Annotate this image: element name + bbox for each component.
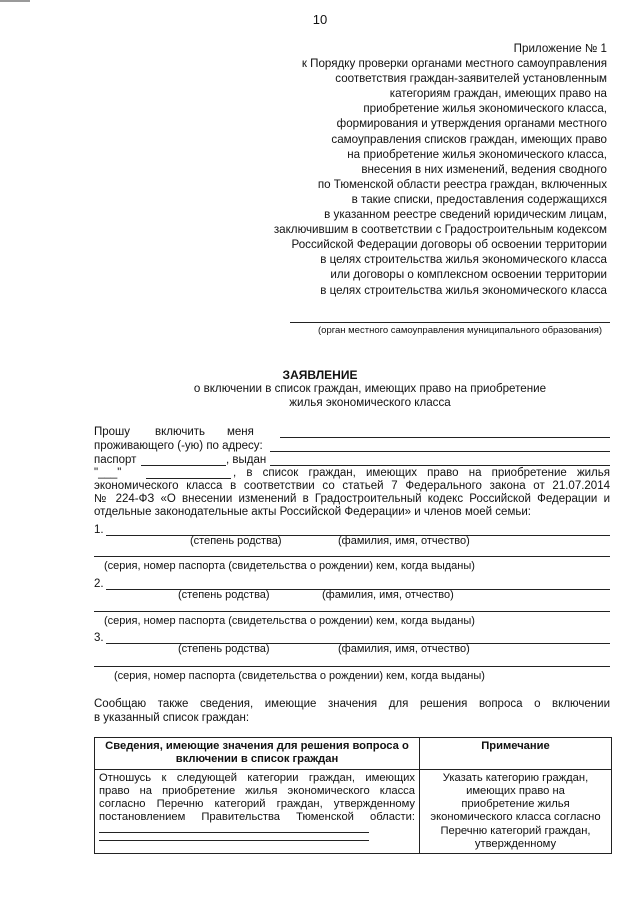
appendix-line: внесения в них изменений, ведения сводного: [361, 162, 607, 176]
word-menya: меня: [227, 426, 254, 438]
member-number: 2.: [94, 578, 104, 590]
subtitle-line: жилья экономического класса: [289, 396, 451, 409]
report-line: Сообщаю также сведения, имеющие значения для решения вопроса о включении: [94, 698, 610, 710]
appendix-line: в целях строительства жилья экономического класса: [320, 253, 607, 267]
word-vklyuchit: включить: [155, 426, 206, 438]
member-number: 1.: [94, 524, 104, 536]
appendix-line: по Тюменской области реестра граждан, включенных: [317, 177, 607, 191]
appendix-line: приобретение жилья экономического класса,: [363, 102, 607, 116]
appendix-line: формирования и утверждения органами местного: [336, 117, 607, 131]
table-cell-category: [95, 769, 420, 854]
appendix-line: заключившим в соответствии с Градостроительным кодексом: [273, 223, 607, 237]
passport-caption: (серия, номер паспорта (свидетельства о рождении) кем, когда выданы): [104, 615, 475, 627]
cell-line: Указать категорию граждан,: [442, 771, 589, 784]
appendix-line: Российской Федерации договоры об освоении территории: [291, 238, 607, 252]
table-header-row: [95, 738, 612, 770]
passport-caption: (серия, номер паспорта (свидетельства о рождении) кем, когда выданы): [104, 560, 475, 572]
name-caption: (фамилия, имя, отчество): [338, 535, 470, 547]
appendix-block: [274, 41, 607, 298]
appendix-heading: Приложение № 1: [513, 42, 607, 55]
body-line: экономического класса в соответствии со статьей 7 Федерального закона от 21.07.2014: [94, 480, 610, 492]
cell-line: Отношусь к следующей категории граждан, имеющих: [99, 771, 415, 784]
appendix-line: соответствия граждан-заявителей установленным: [335, 72, 607, 86]
name-caption: (фамилия, имя, отчество): [322, 589, 454, 601]
name-caption: (фамилия, имя, отчество): [338, 643, 470, 655]
info-table: [94, 737, 612, 854]
passport-caption: (серия, номер паспорта (свидетельства о рождении) кем, когда выданы): [114, 670, 485, 682]
address-field[interactable]: [270, 450, 610, 452]
appendix-line: на приобретение жилья экономического класса,: [347, 147, 607, 161]
member-2-passport-field[interactable]: [94, 610, 610, 612]
scan-edge-mark: [0, 0, 30, 2]
body-line: отдельные законодательные акты Российской Федерации» и членов моей семьи:: [94, 506, 531, 518]
cell-line: постановлением Правительства Тюменской области:: [99, 811, 415, 824]
cell-line: Перечню категорий граждан,: [440, 824, 591, 837]
relation-caption: (степень родства): [190, 535, 282, 547]
cell-line: экономического класса согласно: [430, 811, 601, 824]
category-field[interactable]: [99, 839, 369, 841]
word-proshu: Прошу: [94, 426, 131, 438]
table-cell-note: [420, 769, 612, 854]
passport-label: паспорт: [94, 454, 137, 466]
category-field[interactable]: [99, 831, 369, 833]
table-row: [95, 769, 612, 854]
table-header-cell: Сведения, имеющие значения для решения вопроса о включении в список граждан: [95, 738, 420, 770]
page-number: 10: [312, 12, 328, 27]
relation-caption: (степень родства): [178, 589, 270, 601]
document-subtitle: [150, 382, 590, 410]
member-3-passport-field[interactable]: [94, 665, 610, 667]
appendix-line: самоуправления списков граждан, имеющих право: [331, 132, 607, 146]
issued-label: , выдан: [226, 454, 267, 466]
report-line: в указанный список граждан:: [94, 712, 250, 724]
appendix-line: категориям граждан, имеющих право на: [389, 87, 607, 101]
org-caption: (орган местного самоуправления муниципального образования): [318, 325, 603, 336]
appendix-line: или договоры о комплексном освоении территории: [330, 268, 607, 282]
member-1-passport-field[interactable]: [94, 555, 610, 557]
subtitle-line: о включении в список граждан, имеющих право на приобретение: [193, 382, 547, 395]
cell-line: имеющих право на: [466, 784, 565, 797]
cell-line: право на приобретение жилья экономического класса: [99, 784, 415, 797]
applicant-name-field[interactable]: [280, 436, 610, 438]
org-name-field[interactable]: [290, 322, 610, 323]
cell-line: утвержденному: [474, 838, 557, 851]
member-number: 3.: [94, 632, 104, 644]
cell-line: приобретение жилья: [461, 798, 570, 811]
cell-line: согласно Перечню категорий граждан, утвержденному: [99, 798, 415, 811]
date-quote: "___": [94, 467, 122, 479]
address-label: проживающего (-ую) по адресу:: [94, 440, 263, 452]
appendix-line: в указанном реестре сведений юридическим лицам,: [324, 208, 607, 222]
appendix-line: в такие списки, предоставления содержащихся: [351, 192, 607, 206]
list-text: , в список граждан, имеющих право на приобретение жилья: [233, 467, 610, 479]
appendix-line: в целях строительства жилья экономического класса: [320, 283, 607, 297]
table-header-cell: Примечание: [420, 738, 612, 770]
relation-caption: (степень родства): [178, 643, 270, 655]
appendix-line: к Порядку проверки органами местного самоуправления: [301, 57, 607, 71]
passport-number-field[interactable]: [141, 464, 226, 466]
body-line: № 224-ФЗ «О внесении изменений в Градостроительный кодекс Российской Федерации и: [94, 493, 610, 505]
document-title: ЗАЯВЛЕНИЕ: [282, 368, 358, 382]
